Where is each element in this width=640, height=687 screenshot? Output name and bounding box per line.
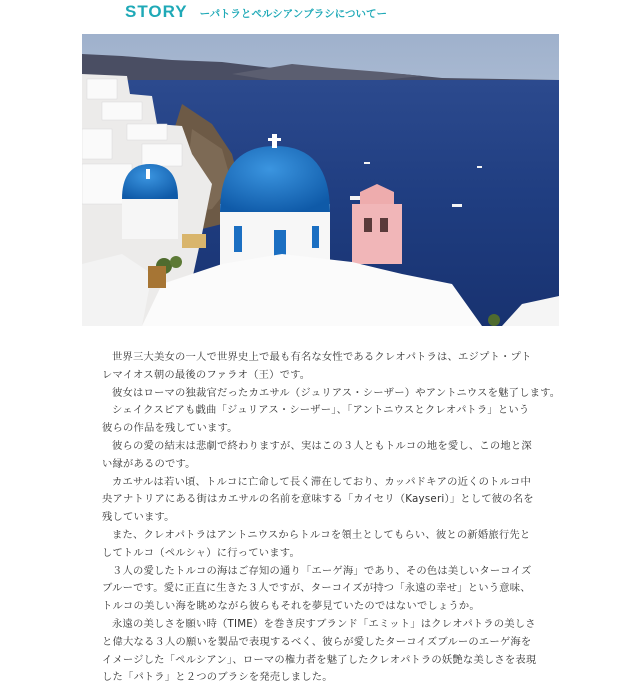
body-line: した「パトラ」と２つのブラシを発売しました。 — [102, 671, 333, 684]
section-header — [125, 2, 387, 28]
body-line: カエサルは若い頃、トルコに亡命して長く滞在しており、カッパドキアの近くのトルコ中 — [112, 475, 532, 488]
body-line: 央アナトリアにある街はカエサルの名前を意味する「カイセリ（Kayseri）」として彼の名を — [102, 493, 534, 506]
body-line: イメージした「ペルシアン」、ローマの権力者を魅了したクレオパトラの妖艶な美しさを表現 — [102, 653, 537, 666]
body-line: してトルコ（ペルシャ）に行っています。 — [102, 546, 300, 559]
body-line: 永遠の美しさを願い時（TIME）を巻き戻すブランド「エミット」はクレオパトラの美しさ — [112, 617, 536, 630]
section-title: STORY — [125, 2, 188, 21]
body-line: 彼らの愛の結末は悲劇で終わりますが、実はこの３人ともトルコの地を愛し、この地と深 — [112, 439, 532, 452]
section-subtitle: ーパトラとペルシアンブラシについてー — [199, 8, 387, 20]
body-line: 彼らの作品を残しています。 — [102, 422, 238, 435]
body-line: また、クレオパトラはアントニウスからトルコを領土としてもらい、彼との新婚旅行先と — [112, 528, 531, 541]
story-body — [102, 349, 561, 687]
body-line: 彼女はローマの独裁官だったカエサル（ジュリアス・シーザー）やアントニウスを魅了します。 — [112, 386, 561, 399]
body-line: シェイクスピアも戯曲「ジュリアス・シーザー」、「アントニウスとクレオパトラ」という — [112, 404, 530, 417]
body-line: 世界三大美女の一人で世界史上で最も有名な女性であるクレオパトラは、エジプト・プト — [112, 351, 532, 363]
body-line: ３人の愛したトルコの海はご存知の通り「エーゲ海」であり、その色は美しいターコイズ — [112, 564, 532, 577]
body-line: 残しています。 — [102, 511, 175, 524]
body-line: ブルーです。愛に正直に生きた３人ですが、ターコイズが持つ「永遠の幸せ」という意味、 — [102, 582, 531, 595]
body-line: トルコの美しい海を眺めながら彼らもそれを夢見ていたのではないでしょうか。 — [102, 600, 480, 613]
santorini-photo — [82, 34, 559, 326]
body-line: と偉大なる３人の願いを製品で表現するべく、彼らが愛したターコイズブルーのエーゲ海を — [102, 635, 532, 648]
body-line: レマイオス朝の最後のファラオ（王）です。 — [102, 368, 311, 381]
body-line: い縁があるのです。 — [102, 457, 196, 470]
